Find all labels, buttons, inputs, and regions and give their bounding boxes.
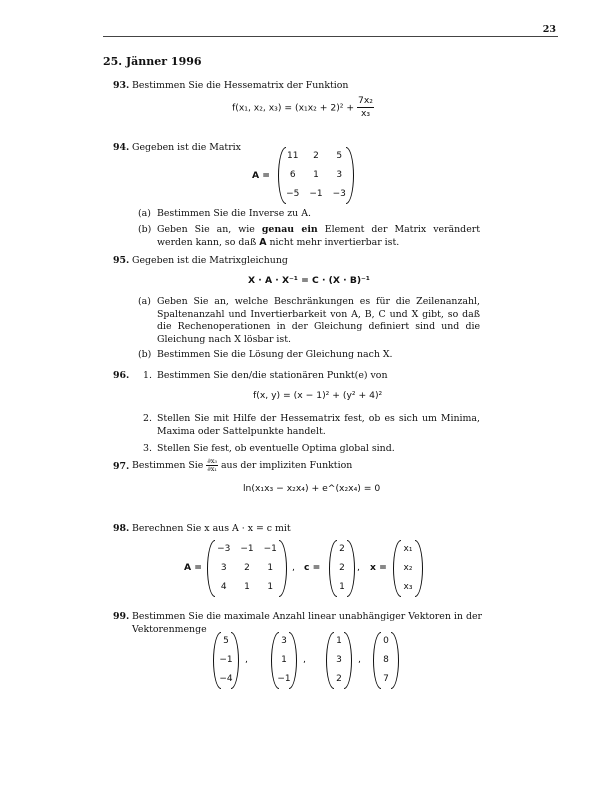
comma: , [245,654,248,665]
problem-98-number: 98. [113,523,130,534]
matrix-cell: 2 [313,151,319,162]
comma: , [357,562,360,573]
vector-c-lhs: c = [304,562,321,573]
matrix-cell: 2 [339,563,345,574]
problem-96-equation: f(x, y) = (x − 1)² + (y² + 4)² [253,390,383,401]
text-part: Element der Matrix verändert werden kann, so daß [157,224,480,248]
matrix-cell: 3 [220,563,227,574]
right-parenthesis [347,540,355,597]
matrix-cell: 3 [336,170,343,181]
text-part: Bestimmen Sie [132,460,204,472]
matrix-A-98 [207,540,287,597]
vector-2 [271,632,297,689]
matrix-cell: 5 [336,151,343,162]
problem-94-a-text: Bestimmen Sie die Inverse zu A. [157,208,311,219]
fraction-numerator: 7x₂ [357,95,374,108]
matrix-cell: 4 [220,582,227,593]
right-parenthesis [289,632,297,689]
problem-97-equation: ln(x₁x₃ − x₂x₄) + e^(x₂x₄) = 0 [243,483,381,494]
problem-96-number: 96. [113,370,130,381]
text-bold: genau ein [261,224,318,235]
matrix-cell: 7 [383,674,389,685]
problem-95-a-label: (a) [138,296,151,307]
matrix-cell: 11 [286,151,299,162]
matrix-cell: 3 [281,636,287,647]
text-part: nicht mehr invertierbar ist. [269,236,400,248]
matrix-cell: 2 [336,674,342,685]
matrix-cell: x₃ [403,582,413,593]
vector-x-lhs: x = [370,562,387,573]
problem-94-b-label: (b) [138,224,152,235]
right-parenthesis [391,632,399,689]
problem-95-b-label: (b) [138,349,152,360]
problem-94-lhs: A = [252,170,271,181]
header-rule [103,36,558,37]
right-parenthesis [346,147,354,204]
vector-c [329,540,355,597]
matrix-cell: −5 [286,189,300,200]
vector-1 [213,632,239,689]
right-parenthesis [344,632,352,689]
section-title: 25. Jänner 1996 [103,55,202,68]
problem-96-item1-text: Bestimmen Sie den/die stationären Punkt(e) von [157,370,388,381]
matrix-cell: 3 [336,655,342,666]
problem-99-number: 99. [113,611,130,622]
problem-96-item3-text: Stellen Sie fest, ob eventuelle Optima global sind. [157,443,395,454]
problem-95-b-text: Bestimmen Sie die Lösung der Gleichung nach X. [157,349,393,360]
matrix-cell: −1 [263,544,277,555]
problem-93-number: 93. [113,80,130,91]
right-parenthesis [415,540,423,597]
matrix-cell: 1 [339,582,345,593]
problem-95-equation: X · A · X⁻¹ = C · (X · B)⁻¹ [248,275,370,286]
matrix-cell: x₂ [403,563,413,574]
problem-99-text: Bestimmen Sie die maximale Anzahl linear unabhängiger Vektoren in der Vektorenmenge [132,611,482,635]
problem-94-number: 94. [113,142,130,153]
comma: , [303,654,306,665]
matrix-cell: 8 [383,655,389,666]
problem-95-a-text: Geben Sie an, welche Beschränkungen es für die Zeilenanzahl, Spaltenanzahl und Invertierbarkeit von A, B, C und X gibt, so daß die Rechenoperationen in der Gleichung definiert sind und die Gleichung nach X lösbar ist. [157,296,480,346]
right-parenthesis [231,632,239,689]
matrix-cell: −3 [217,544,231,555]
vector-x [393,540,423,597]
fraction-denominator: x₃ [360,108,371,120]
text-part: Geben Sie an, wie [157,224,255,235]
problem-97-text [132,458,352,473]
matrix-cell: 1 [267,582,274,593]
text-part: aus der impliziten Funktion [220,460,353,472]
fraction-numerator: ∂x₃ [207,457,217,465]
matrix-cell: 1 [281,655,287,666]
matrix-cell: −1 [219,655,233,666]
problem-98-text: Berechnen Sie x aus A · x = c mit [132,523,291,534]
matrix-cell: 0 [383,636,389,647]
problem-96-item2-text: Stellen Sie mit Hilfe der Hessematrix fest, ob es sich um Minima, Maxima oder Sattelpunkte handelt. [157,413,480,437]
matrix-A-94 [278,147,354,204]
page-number: 23 [542,24,556,35]
matrix-cell: −3 [332,189,346,200]
matrix-cell: −1 [240,544,254,555]
vector-4 [373,632,399,689]
comma: , [358,654,361,665]
problem-94-b-text [157,224,480,249]
problem-93-text: Bestimmen Sie die Hessematrix der Funktion [132,80,349,91]
matrix-cell: −1 [277,674,291,685]
problem-95-text: Gegeben ist die Matrixgleichung [132,255,288,266]
matrix-cell: 1 [267,563,274,574]
matrix-cell: 1 [336,636,342,647]
equation-lhs: f(x₁, x₂, x₃) = (x₁x₂ + 2)² + [232,102,355,114]
fraction [357,95,374,121]
matrix-cell: 5 [223,636,229,647]
matrix-cell: 2 [244,563,250,574]
right-parenthesis [279,540,287,597]
matrix-cell: −4 [219,674,233,685]
fraction-denominator: ∂x₁ [207,465,217,474]
problem-96-item3-label: 3. [143,443,152,454]
vector-3 [326,632,352,689]
text-bold-A: A [259,236,267,248]
problem-96-item1-label: 1. [143,370,152,381]
matrix-cell: x₁ [403,544,413,555]
comma: , [292,562,295,573]
matrix-cell: 1 [313,170,319,181]
matrix-cell: 2 [339,544,345,555]
matrix-cell: 1 [244,582,250,593]
matrix-A-lhs: A = [184,562,203,573]
problem-96-item2-label: 2. [143,413,152,424]
problem-94-text: Gegeben ist die Matrix [132,142,241,153]
problem-94-a-label: (a) [138,208,151,219]
problem-95-number: 95. [113,255,130,266]
matrix-cell: −1 [309,189,323,200]
problem-93-equation [232,95,374,121]
problem-97-number: 97. [113,461,130,472]
matrix-cell: 6 [289,170,296,181]
partial-fraction [206,458,218,473]
